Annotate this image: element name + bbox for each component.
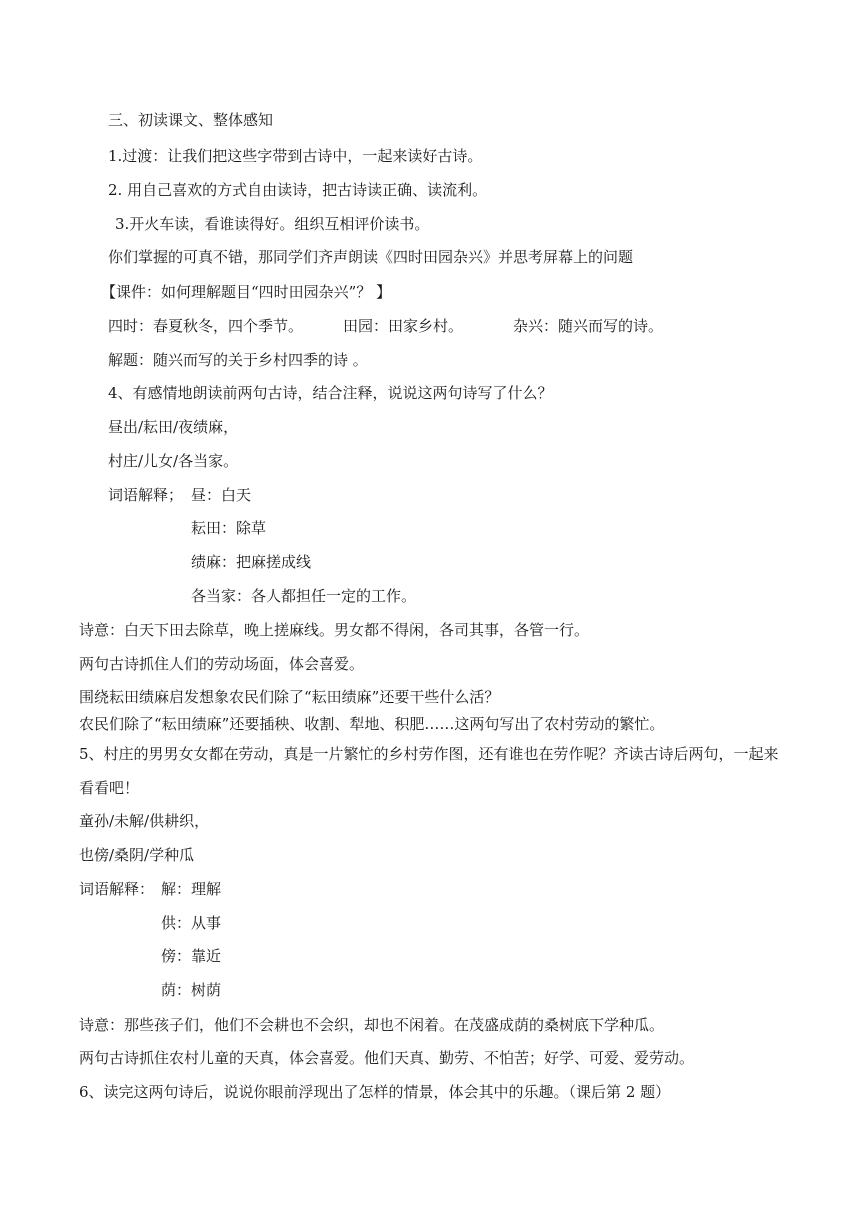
imagine-answer: 农民们除了“耘田绩麻”还要插秧、收割、犁地、积肥……这两句写出了农村劳动的繁忙。 — [79, 715, 665, 733]
vocab-1-item: 耘田：除草 — [191, 519, 267, 537]
vocab-2-label: 词语解释： — [79, 880, 155, 898]
step-5: 5、村庄的男男女女都在劳动，真是一片繁忙的乡村劳作图，还有谁也在劳作呢？齐读古诗后两句，一起来 — [79, 745, 779, 763]
poem-line-4: 也傍/桑阴/学种瓜 — [79, 846, 195, 864]
section-heading: 三、初读课文、整体感知 — [108, 111, 274, 129]
vocab-1-item: 各当家：各人都担任一定的工作。 — [191, 587, 417, 605]
term-zaxing: 杂兴：随兴而写的诗。 — [513, 317, 664, 335]
vocab-2-item: 供：从事 — [161, 914, 222, 932]
vocab-2-item: 荫：树荫 — [161, 981, 222, 999]
imagine-question: 围绕耘田绩麻启发想象农民们除了“耘田绩麻”还要干些什么活？ — [79, 688, 500, 706]
step-6: 6、读完这两句诗后，说说你眼前浮现出了怎样的情景，体会其中的乐趣。（课后第 2 题） — [79, 1083, 671, 1101]
title-explanation: 解题：随兴而写的关于乡村四季的诗 。 — [108, 351, 368, 369]
step-5-continued: 看看吧！ — [79, 779, 140, 797]
poem-line-2: 村庄/儿女/各当家。 — [108, 452, 239, 470]
vocab-2-item: 傍：靠近 — [161, 947, 222, 965]
term-sishi: 四时：春夏秋冬，四个季节。 — [108, 317, 304, 335]
vocab-1-item: 昼：白天 — [191, 486, 252, 504]
courseware-question: 【课件：如何理解题目“四时田园杂兴”？ 】 — [101, 283, 392, 301]
vocab-2-item: 解：理解 — [161, 880, 222, 898]
title-terms — [108, 316, 663, 336]
grasp-2: 两句古诗抓住农村儿童的天真，体会喜爱。他们天真、勤劳、不怕苦；好学、可爱、爱劳动。 — [79, 1049, 695, 1067]
praise-line: 你们掌握的可真不错，那同学们齐声朗读《四时田园杂兴》并思考屏幕上的问题 — [108, 248, 634, 266]
step-2: 2. 用自己喜欢的方式自由读诗，把古诗读正确、读流利。 — [108, 181, 488, 199]
step-4: 4、有感情地朗读前两句古诗，结合注释，说说这两句诗写了什么？ — [108, 384, 553, 402]
poem-line-1: 昼出/耘田/夜绩麻， — [108, 418, 239, 436]
vocab-1-item: 绩麻：把麻搓成线 — [191, 553, 312, 571]
step-1: 1.过渡：让我们把这些字带到古诗中，一起来读好古诗。 — [108, 147, 483, 165]
term-tianyuan: 田园：田家乡村。 — [343, 317, 464, 335]
grasp-1: 两句古诗抓住人们的劳动场面，体会喜爱。 — [79, 655, 365, 673]
vocab-1-label: 词语解释； — [108, 486, 184, 504]
poem-line-3: 童孙/未解/供耕织， — [79, 812, 210, 830]
poem-meaning-2: 诗意：那些孩子们，他们不会耕也不会织，却也不闲着。在茂盛成荫的桑树底下学种瓜。 — [79, 1016, 665, 1034]
poem-meaning-1: 诗意：白天下田去除草，晚上搓麻线。男女都不得闲，各司其事，各管一行。 — [79, 621, 590, 639]
step-3: 3.开火车读，看谁读得好。组织互相评价读书。 — [115, 215, 430, 233]
